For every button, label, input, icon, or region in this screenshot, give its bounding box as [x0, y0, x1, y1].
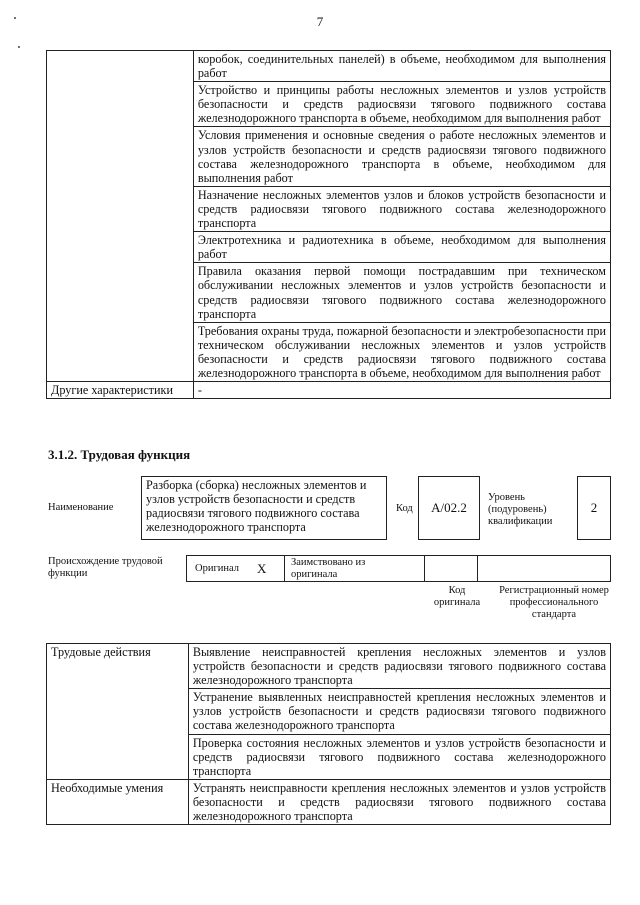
registration-caption: Регистрационный номер профессионального стандарта: [499, 585, 609, 620]
divider: [424, 556, 425, 581]
name-label: Наименование: [48, 502, 114, 513]
knowledge-table: [46, 50, 611, 399]
scan-speck: [18, 46, 20, 48]
level-value-box: 2: [577, 476, 611, 540]
page-number: 7: [316, 14, 324, 29]
level-label: Уровень (подуровень) квалификации: [488, 492, 553, 527]
function-name-box: Разборка (сборка) несложных элементов и узлов устройств безопасности и средств радиосвязи тягового подвижного состава железнодорожного транспорта: [141, 476, 387, 540]
table-row: [47, 51, 611, 82]
knowledge-item: Условия применения и основные сведения о работе несложных элементов и узлов устройств безопасности и средств радиосвязи тягового подвижного состава железнодорожного транспорта в объеме, необходимом для выполнения работ: [193, 127, 610, 186]
table-row: [47, 779, 611, 824]
actions-label: Трудовые действия: [47, 644, 189, 780]
knowledge-item: Устройство и принципы работы несложных элементов и узлов устройств безопасности и средств радиосвязи тягового подвижного состава железнодорожного транспорта в объеме, необходимом для выполнения работ: [193, 82, 610, 127]
knowledge-item: Требования охраны труда, пожарной безопасности и электробезопасности при техническом обслуживании несложных элементов и узлов устройств безопасности и средств радиосвязи тягового подвижного состава железнодорожного транспорта в объеме, необходимом для выполнения работ: [193, 322, 610, 381]
action-item: Проверка состояния несложных элементов и узлов устройств безопасности и средств радиосвязи тягового подвижного состава железнодорожного транспорта: [188, 734, 610, 779]
knowledge-item: коробок, соединительных панелей) в объеме, необходимом для выполнения работ: [193, 51, 610, 82]
original-mark: X: [257, 561, 267, 576]
skill-item: Устранять неисправности крепления несложных элементов и узлов устройств безопасности и средств радиосвязи тягового подвижного состава железнодорожного транспорта: [188, 779, 610, 824]
knowledge-item: Правила оказания первой помощи пострадавшим при техническом обслуживании несложных элементов и узлов устройств безопасности и средств радиосвязи тягового подвижного состава железнодорожного транспорта: [193, 263, 610, 322]
code-value-box: А/02.2: [418, 476, 480, 540]
borrowed-label: Заимствовано из оригинала: [291, 557, 366, 580]
knowledge-item: Назначение несложных элементов узлов и блоков устройств безопасности и средств радиосвязи тягового подвижного состава железнодорожного транспорта: [193, 186, 610, 231]
other-characteristics-value: -: [193, 382, 610, 399]
original-label: Оригинал: [195, 563, 239, 574]
actions-table: [46, 643, 611, 825]
skills-label: Необходимые умения: [47, 779, 189, 824]
section-heading: 3.1.2. Трудовая функция: [48, 447, 191, 462]
knowledge-label-cell: [47, 51, 194, 382]
origin-label: Происхождение трудовой функции: [48, 556, 163, 579]
divider: [477, 556, 478, 581]
scan-speck: [14, 17, 16, 19]
code-original-caption: Код оригинала: [433, 585, 481, 608]
action-item: Выявление неисправностей крепления несложных элементов и узлов устройств безопасности и средств радиосвязи тягового подвижного состава железнодорожного транспорта: [188, 644, 610, 689]
origin-box: [186, 555, 611, 582]
code-label: Код: [396, 503, 413, 514]
table-row: [47, 644, 611, 689]
divider: [284, 556, 285, 581]
action-item: Устранение выявленных неисправностей крепления несложных элементов и узлов устройств безопасности и средств радиосвязи тягового подвижного состава железнодорожного транспорта: [188, 689, 610, 734]
knowledge-item: Электротехника и радиотехника в объеме, необходимом для выполнения работ: [193, 232, 610, 263]
table-row: [47, 382, 611, 399]
other-characteristics-label: Другие характеристики: [47, 382, 194, 399]
